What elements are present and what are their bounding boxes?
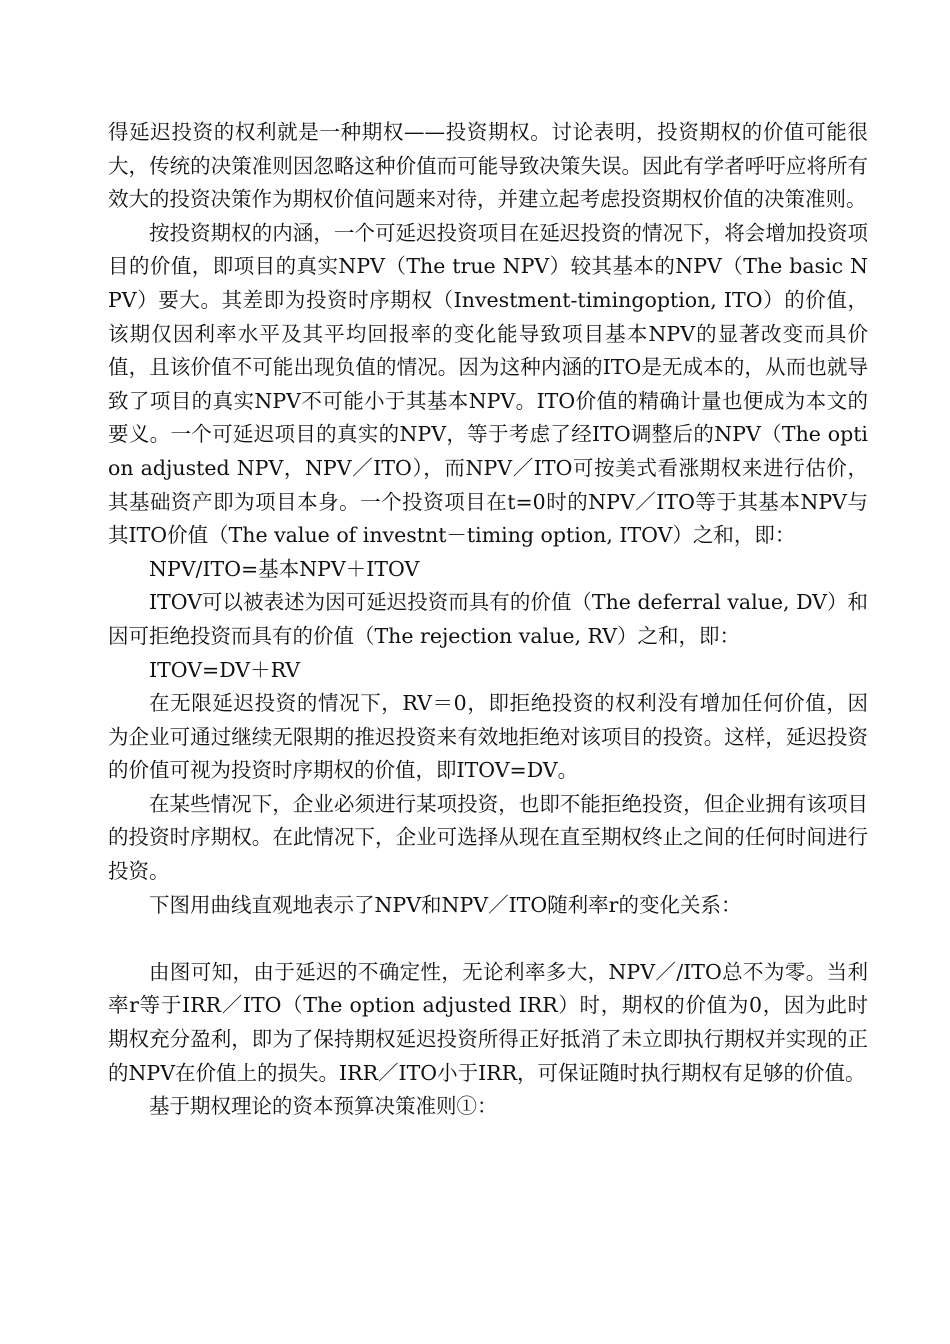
paragraph-decision-rule-heading: 基于期权理论的资本预算决策准则①： xyxy=(149,1094,498,1119)
formula-npv-ito: NPV/ITO=基本NPV＋ITOV xyxy=(149,556,420,581)
paragraph-infinite-deferral: 在无限延迟投资的情况下，RV＝0，即拒绝投资的权利没有增加任何价值，因为企业可通过继续无限期的推迟投资来有效地拒绝对该项目的投资。这样，延迟投资的价值可视为投资时序期权的价值，即ITOV=DV。 xyxy=(108,691,868,783)
paragraph-figure-explanation: 由图可知，由于延迟的不确定性，无论利率多大，NPV／/ITO总不为零。当利率r等于IRR／ITO（The option adjusted IRR）时，期权的价值为0，因为此时期权充分盈利，即为了保持期权延迟投资所得正好抵消了未立即执行期权并实现的正的NPV在价值上的损失。IRR／ITO小于IRR，可保证随时执行期权有足够的价值。 xyxy=(108,959,868,1085)
paragraph-must-invest-case: 在某些情况下，企业必须进行某项投资，也即不能拒绝投资，但企业拥有该项目的投资时序期权。在此情况下，企业可选择从现在直至期权终止之间的任何时间进行投资。 xyxy=(108,791,868,884)
body-text xyxy=(108,116,868,1124)
paragraph-figure-reference: 下图用曲线直观地表示了NPV和NPV／ITO随利率r的变化关系： xyxy=(149,892,742,917)
paragraph-ito-definition: 按投资期权的内涵，一个可延迟投资项目在延迟投资的情况下，将会增加投资项目的价值，即项目的真实NPV（The true NPV）较其基本的NPV（The basic NPV）要大。其差即为投资时序期权（Investment-timingoption, ITO）的价值，该期仅因利率水平及其平均回报率的变化能导致项目基本NPV的显著改变而具价值，且该价值不可能出现负值的情况。因为这种内涵的ITO是无成本的，从而也就导致了项目的真实NPV不可能小于其基本NPV。ITO价值的精确计量也便成为本文的要义。一个可延迟项目的真实的NPV，等于考虑了经ITO调整后的NPV（The option adjusted NPV，NPV／ITO），而NPV／ITO可按美式看涨期权来进行估价，其基础资产即为项目本身。一个投资项目在t=0时的NPV／ITO等于其基本NPV与其ITO价值（The value of investnt－timing option, ITOV）之和，即： xyxy=(108,220,868,548)
paragraph-investment-option-intro: 得延迟投资的权利就是一种期权——投资期权。讨论表明，投资期权的价值可能很大，传统的决策准则因忽略这种价值而可能导致决策失误。因此有学者呼吁应将所有效大的投资决策作为期权价值问题来对待，并建立起考虑投资期权价值的决策准则。 xyxy=(108,120,868,212)
figure-placeholder-gap xyxy=(108,922,868,956)
paragraph-itov-components: ITOV可以被表述为因可延迟投资而具有的价值（The deferral value, DV）和因可拒绝投资而具有的价值（The rejection value, RV）之和，即： xyxy=(108,590,868,648)
formula-itov: ITOV=DV＋RV xyxy=(149,657,301,682)
